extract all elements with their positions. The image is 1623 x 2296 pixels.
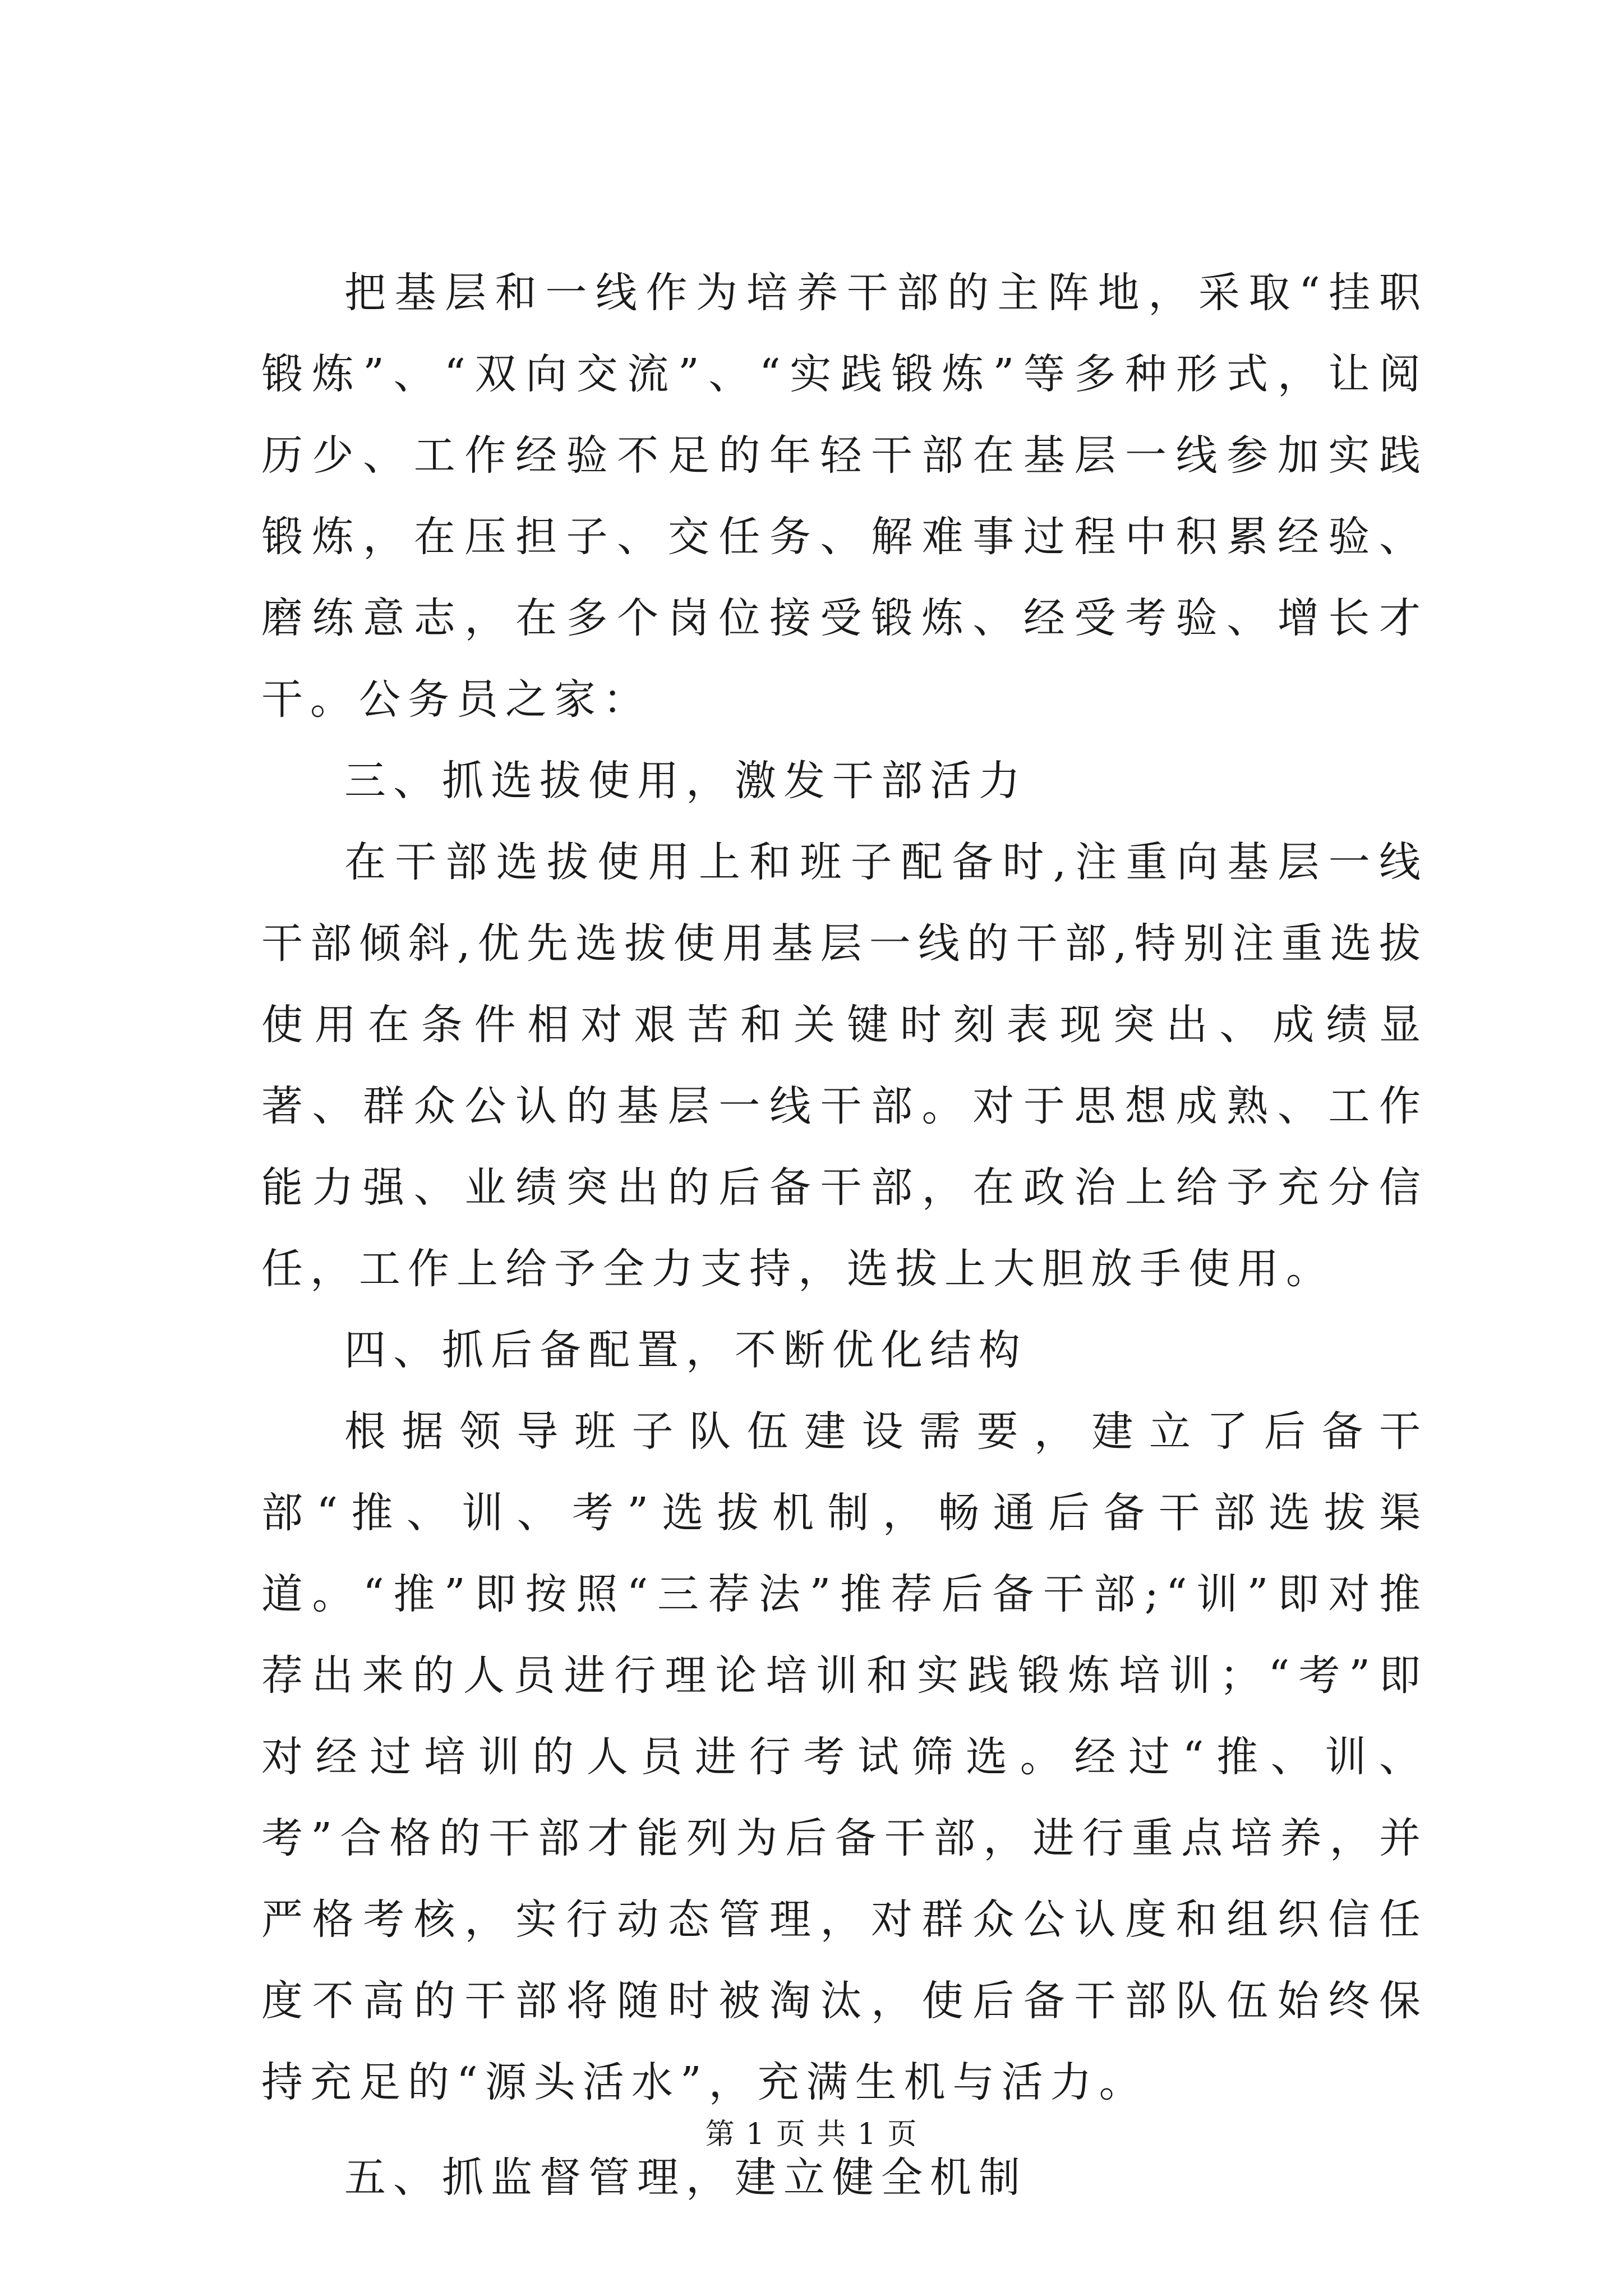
- section-heading-supervision: 五、抓监督管理，建立健全机制: [344, 2154, 1027, 2202]
- paragraph-reserve-cadres: 根据领导班子队伍建设需要，建立了后备干部“推、训、考”选拔机制，畅通后备干部选拔渠道。“推”即按照“三荐法”推荐后备干部;“训”即对推荐出来的人员进行理论培训和实践锻炼培训；“考”即对经过培训的人员进行考试筛选。经过“推、训、考”合格的干部才能列为后备干部，进行重点培养，并严格考核，实行动态管理，对群众公认度和组织信任度不高的干部将随时被淘汰，使后备干部队伍始终保持充足的“源头活水”，充满生机与活力。: [261, 1407, 1428, 2106]
- paragraph-selection-use: 在干部选拔使用上和班子配备时,注重向基层一线干部倾斜,优先选拔使用基层一线的干部,特别注重选拔使用在条件相对艰苦和关键时刻表现突出、成绩显著、群众公认的基层一线干部。对于思想成熟、工作能力强、业绩突出的后备干部，在政治上给予充分信任，工作上给予全力支持，选拔上大胆放手使用。: [261, 838, 1428, 1293]
- document-body: [261, 252, 1428, 2219]
- paragraph-practice-training: 把基层和一线作为培养干部的主阵地，采取“挂职锻炼”、“双向交流”、“实践锻炼”等多种形式，让阅历少、工作经验不足的年轻干部在基层一线参加实践锻炼，在压担子、交任务、解难事过程中积累经验、磨练意志，在多个岗位接受锻炼、经受考验、增长才干。公务员之家：: [261, 269, 1428, 724]
- page-number-footer: 第 1 页 共 1 页: [705, 2118, 918, 2151]
- section-heading-reserve: 四、抓后备配置，不断优化结构: [344, 1326, 1027, 1374]
- section-heading-selection: 三、抓选拔使用，激发干部活力: [344, 757, 1027, 805]
